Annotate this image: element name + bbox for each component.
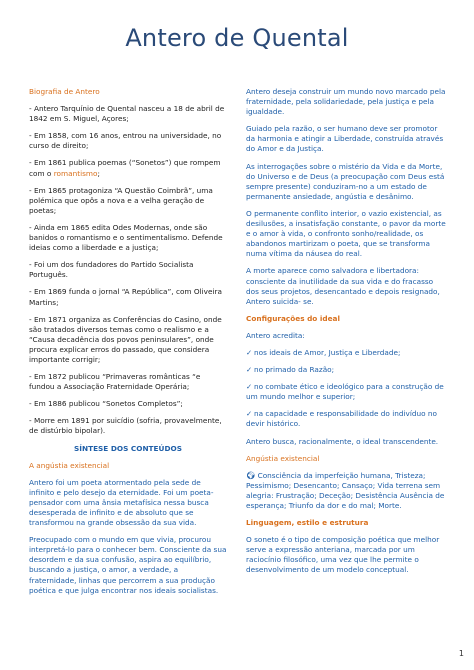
language-heading: Linguagem, estilo e estrutura	[246, 518, 369, 528]
bio-item: - Foi um dos fundadores do Partido Socialista Português.	[29, 260, 194, 280]
bio-item: - Em 1886 publicou “Sonetos Completos”;	[29, 399, 183, 409]
conflict-paragraph: O permanente conflito interior, o vazio existencial, as desilusões, a insatisfação constante, o pavor da morte e o amor à vida, o confronto sonho/realidade, os abandonos martirizam o poeta, que se transforma numa vítima da náusea do real.	[246, 208, 446, 259]
ideal-item: ✓ no combate ético e ideológico para a construção de um mundo melhor e superior;	[246, 382, 444, 402]
ideal-item: ✓ nos ideais de Amor, Justiça e Liberdade;	[246, 347, 401, 357]
angustia-existencial-heading: Angústia existencial	[246, 453, 320, 463]
bio-item: - Em 1871 organiza as Conferências do Casino, onde são tratados diversos temas como o realismo e a “Causa decadência dos povos peninsulares”, onde procura explicar erros do passado, que considera importante corrigir;	[29, 314, 222, 364]
angustia-paragraph: Antero foi um poeta atormentado pela sede de infinito e pelo desejo da eternidade. Foi um poeta-pensador com uma ânsia metafísica nessa busca desesperada de infinito e de absoluto que se transformou na grande obsessão da sua vida.	[29, 477, 214, 528]
world-paragraph: Preocupado com o mundo em que vivia, procurou interpretá-lo para o conhecer bem. Consciente da sua desordem e da sua confusão, aspira ao equilíbrio, buscando a justiça, o amor, a verdade, a fraternidade, linhas que percorrem a sua produção poética e que julga encontrar nos ideais socialistas.	[29, 535, 227, 595]
left-column	[29, 87, 227, 603]
new-world-paragraph: Antero deseja construir um mundo novo marcado pela fraternidade, pela solidariedade, pela justiça e pela igualdade.	[246, 87, 446, 117]
ideal-intro: Antero acredita:	[246, 330, 305, 340]
page-number: 1	[458, 649, 464, 658]
bio-item-text: - Em 1861 publica poemas (“Sonetos”) que rompem com o	[29, 158, 221, 178]
check-icon: ✓	[246, 382, 253, 392]
bio-item: - Em 1861 publica poemas (“Sonetos”) que rompem com o romantismo;	[29, 158, 221, 178]
ideal-close: Antero busca, racionalmente, o ideal transcendente.	[246, 436, 439, 446]
ideal-heading: Configurações do ideal	[246, 313, 340, 323]
romantismo-term: romantismo	[53, 168, 98, 178]
globe-icon: 🌍︎	[246, 470, 258, 480]
right-column	[246, 87, 448, 583]
angustia-heading: A angústia existencial	[29, 460, 110, 470]
page-title: Antero de Quental	[125, 24, 349, 52]
bio-item: - Morre em 1891 por suicídio (sofria, provavelmente, de distúrbio bipolar).	[29, 416, 222, 436]
synthesis-heading: SÍNTESE DOS CONTEÚDOS	[74, 443, 182, 453]
mystery-paragraph: As interrogações sobre o mistério da Vida e da Morte, do Universo e de Deus (a preocupação com Deus está sempre presente) conduziram-no a um estado de permanente ansiedade, angústia e desânimo.	[246, 161, 445, 201]
bio-item: - Em 1869 funda o jornal “A República”, com Oliveira Martins;	[29, 287, 222, 307]
ideal-item: ✓ na capacidade e responsabilidade do indivíduo no devir histórico.	[246, 409, 437, 429]
bio-item: - Ainda em 1865 edita Odes Modernas, onde são banidos o romantismo e o sentimentalismo. Defende ideias como a liberdade e a justiça;	[29, 222, 223, 253]
bio-list	[29, 104, 227, 436]
bio-item: - Em 1865 protagoniza “A Questão Coimbrã”, uma polémica que opôs a nova e a velha geração de poetas;	[29, 185, 213, 215]
death-paragraph: A morte aparece como salvadora e libertadora: consciente da inutilidade da sua vida e do fracasso dos seus projetos, desencantado e depois resignado, Antero suicida- se.	[246, 266, 440, 306]
language-paragraph: O soneto é o tipo de composição poética que melhor serve a expressão anteriana, marcada por um raciocínio filosófico, uma vez que lhe permite o desenvolvimento de um modelo conceptual.	[246, 535, 440, 575]
bio-item: - Em 1872 publicou “Primaveras românticas “e fundou a Associação Fraternidade Operária;	[29, 372, 201, 392]
angustia-list: 🌍︎ Consciência da imperfeição humana, Tristeza; Pessimismo; Desencanto; Cansaço; Vida terrena sem alegria: Frustração; Deceção; Desistência Ausência de esperança; Triunfo da dor e do mal; Morte.	[246, 470, 445, 510]
check-icon: ✓	[246, 365, 253, 375]
ideal-item: ✓ no primado da Razão;	[246, 365, 335, 375]
reason-paragraph: Guiado pela razão, o ser humano deve ser promotor da harmonia e atingir a Liberdade, construída através do Amor e da Justiça.	[246, 124, 444, 154]
bio-item: - Antero Tarquínio de Quental nasceu a 18 de abril de 1842 em S. Miguel, Açores;	[29, 104, 225, 124]
check-icon: ✓	[246, 409, 253, 419]
bio-heading: Biografia de Antero	[29, 87, 100, 96]
bio-item: - Em 1858, com 16 anos, entrou na universidade, no curso de direito;	[29, 131, 222, 151]
check-icon: ✓	[246, 347, 253, 357]
